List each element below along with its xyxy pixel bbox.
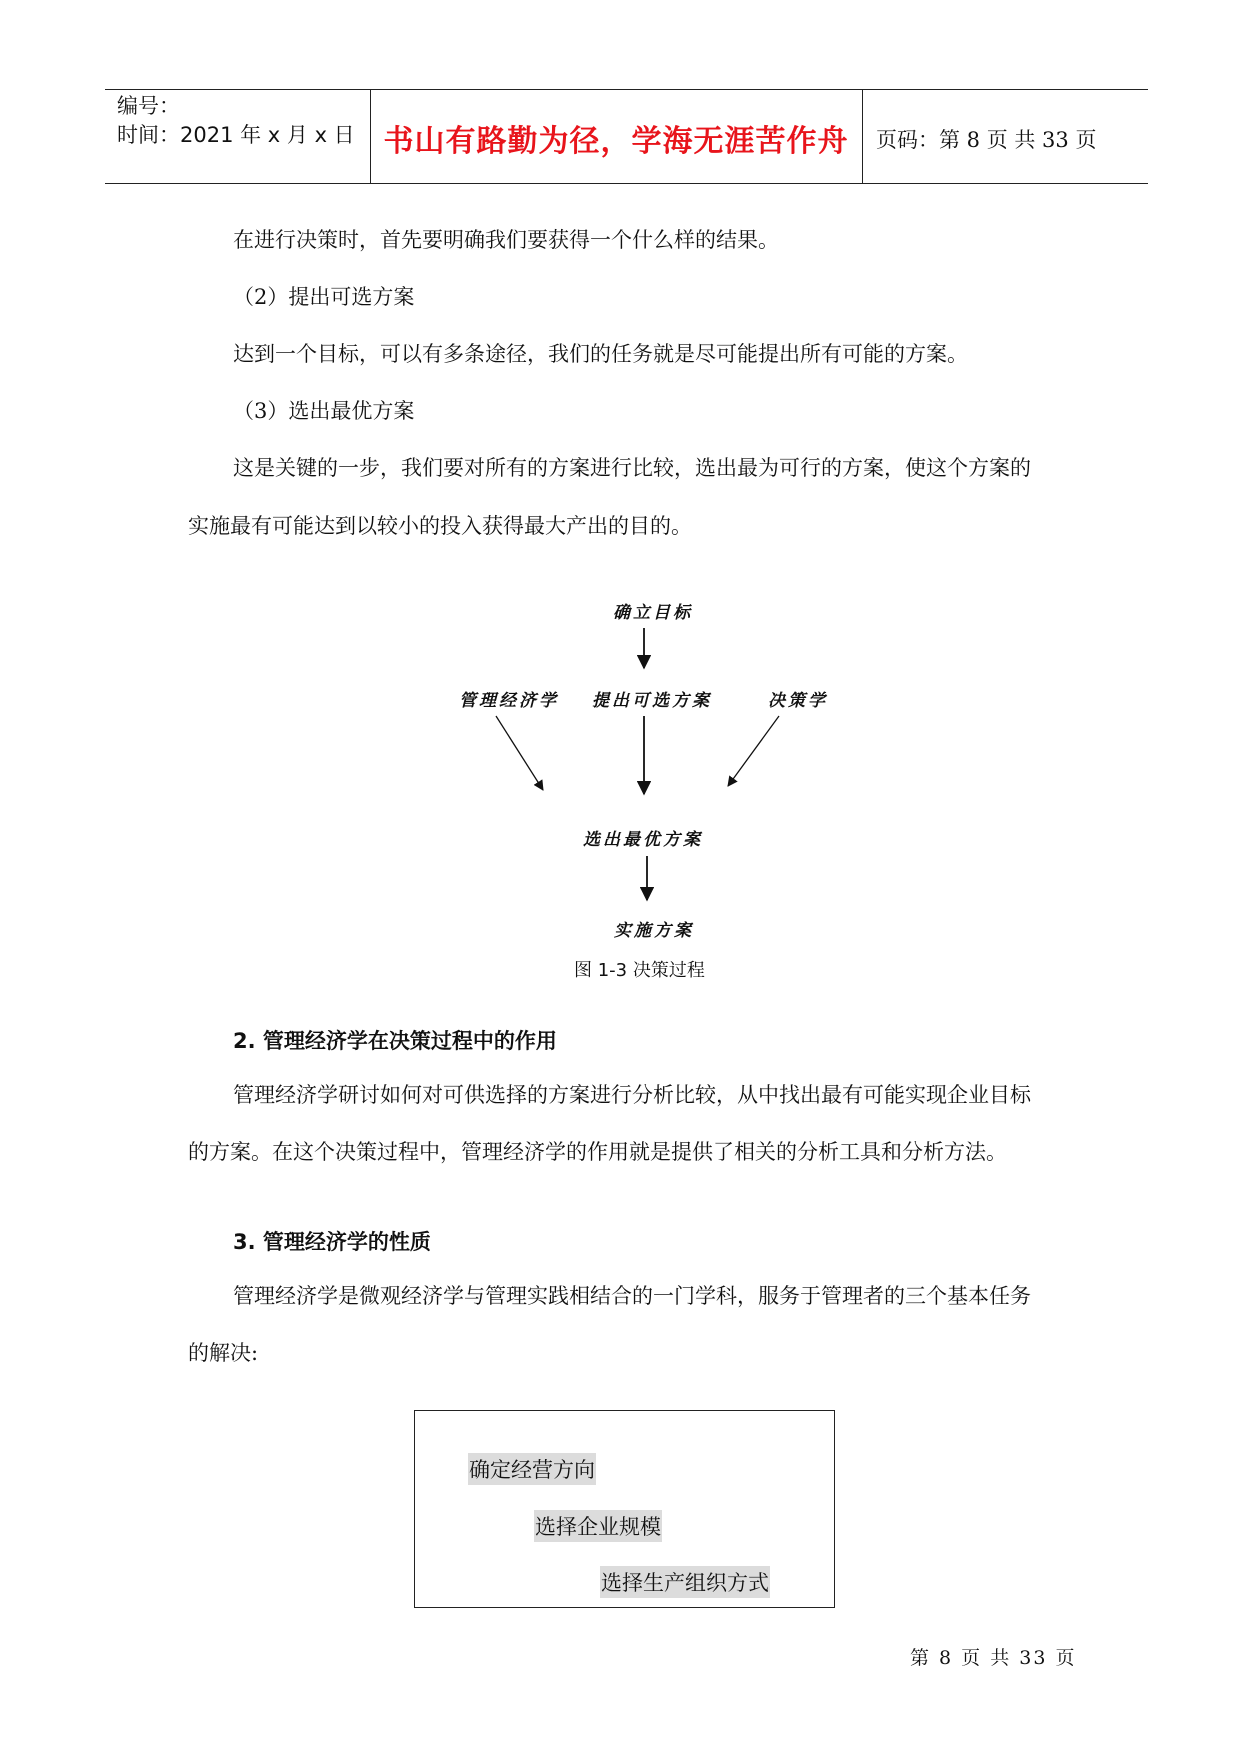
node-implement: 实施方案 [614, 921, 694, 941]
arrow-mgmt-econ-to-choose [496, 716, 543, 790]
step-2-title: （2）提出可选方案 [233, 285, 415, 309]
node-managerial-economics: 管理经济学 [459, 691, 559, 711]
section-2-line2: 的方案。在这个决策过程中，管理经济学的作用就是提供了相关的分析工具和分析方法。 [188, 1140, 1007, 1164]
header-time-label: 时间：2021 年 x 月 x 日 [117, 123, 355, 147]
header-page-label: 页码：第 8 页 共 33 页 [876, 128, 1097, 152]
step-3-title: （3）选出最优方案 [233, 399, 415, 423]
arrow-decision-to-choose [728, 716, 779, 786]
paragraph-propose: 达到一个目标，可以有多条途径，我们的任务就是尽可能提出所有可能的方案。 [233, 342, 968, 366]
section-2-line1: 管理经济学研讨如何对可供选择的方案进行分析比较，从中找出最有可能实现企业目标 [233, 1083, 1031, 1107]
paragraph-choose-line2: 实施最有可能达到以较小的投入获得最大产出的目的。 [188, 514, 692, 538]
section-3-line1: 管理经济学是微观经济学与管理实践相结合的一门学科，服务于管理者的三个基本任务 [233, 1284, 1031, 1308]
task-item-direction: 确定经营方向 [468, 1453, 596, 1485]
node-decision-science: 决策学 [768, 691, 828, 711]
section-2-heading: 2. 管理经济学在决策过程中的作用 [233, 1029, 557, 1053]
figure-caption: 图 1-3 决策过程 [574, 960, 705, 981]
paragraph-goal: 在进行决策时，首先要明确我们要获得一个什么样的结果。 [233, 228, 779, 252]
page-footer: 第 8 页 共 33 页 [910, 1647, 1077, 1669]
section-3-heading: 3. 管理经济学的性质 [233, 1230, 431, 1254]
section-3-line2: 的解决: [188, 1341, 259, 1365]
node-choose-best: 选出最优方案 [583, 830, 703, 850]
node-propose-alternatives: 提出可选方案 [592, 691, 712, 711]
task-item-organization: 选择生产组织方式 [600, 1566, 770, 1598]
header-number-label: 编号： [117, 94, 180, 118]
node-goal: 确立目标 [613, 603, 693, 623]
task-item-scale: 选择企业规模 [534, 1510, 662, 1542]
paragraph-choose-line1: 这是关键的一步，我们要对所有的方案进行比较，选出最为可行的方案，使这个方案的 [233, 456, 1031, 480]
header-motto: 书山有路勤为径，学海无涯苦作舟 [383, 124, 849, 159]
